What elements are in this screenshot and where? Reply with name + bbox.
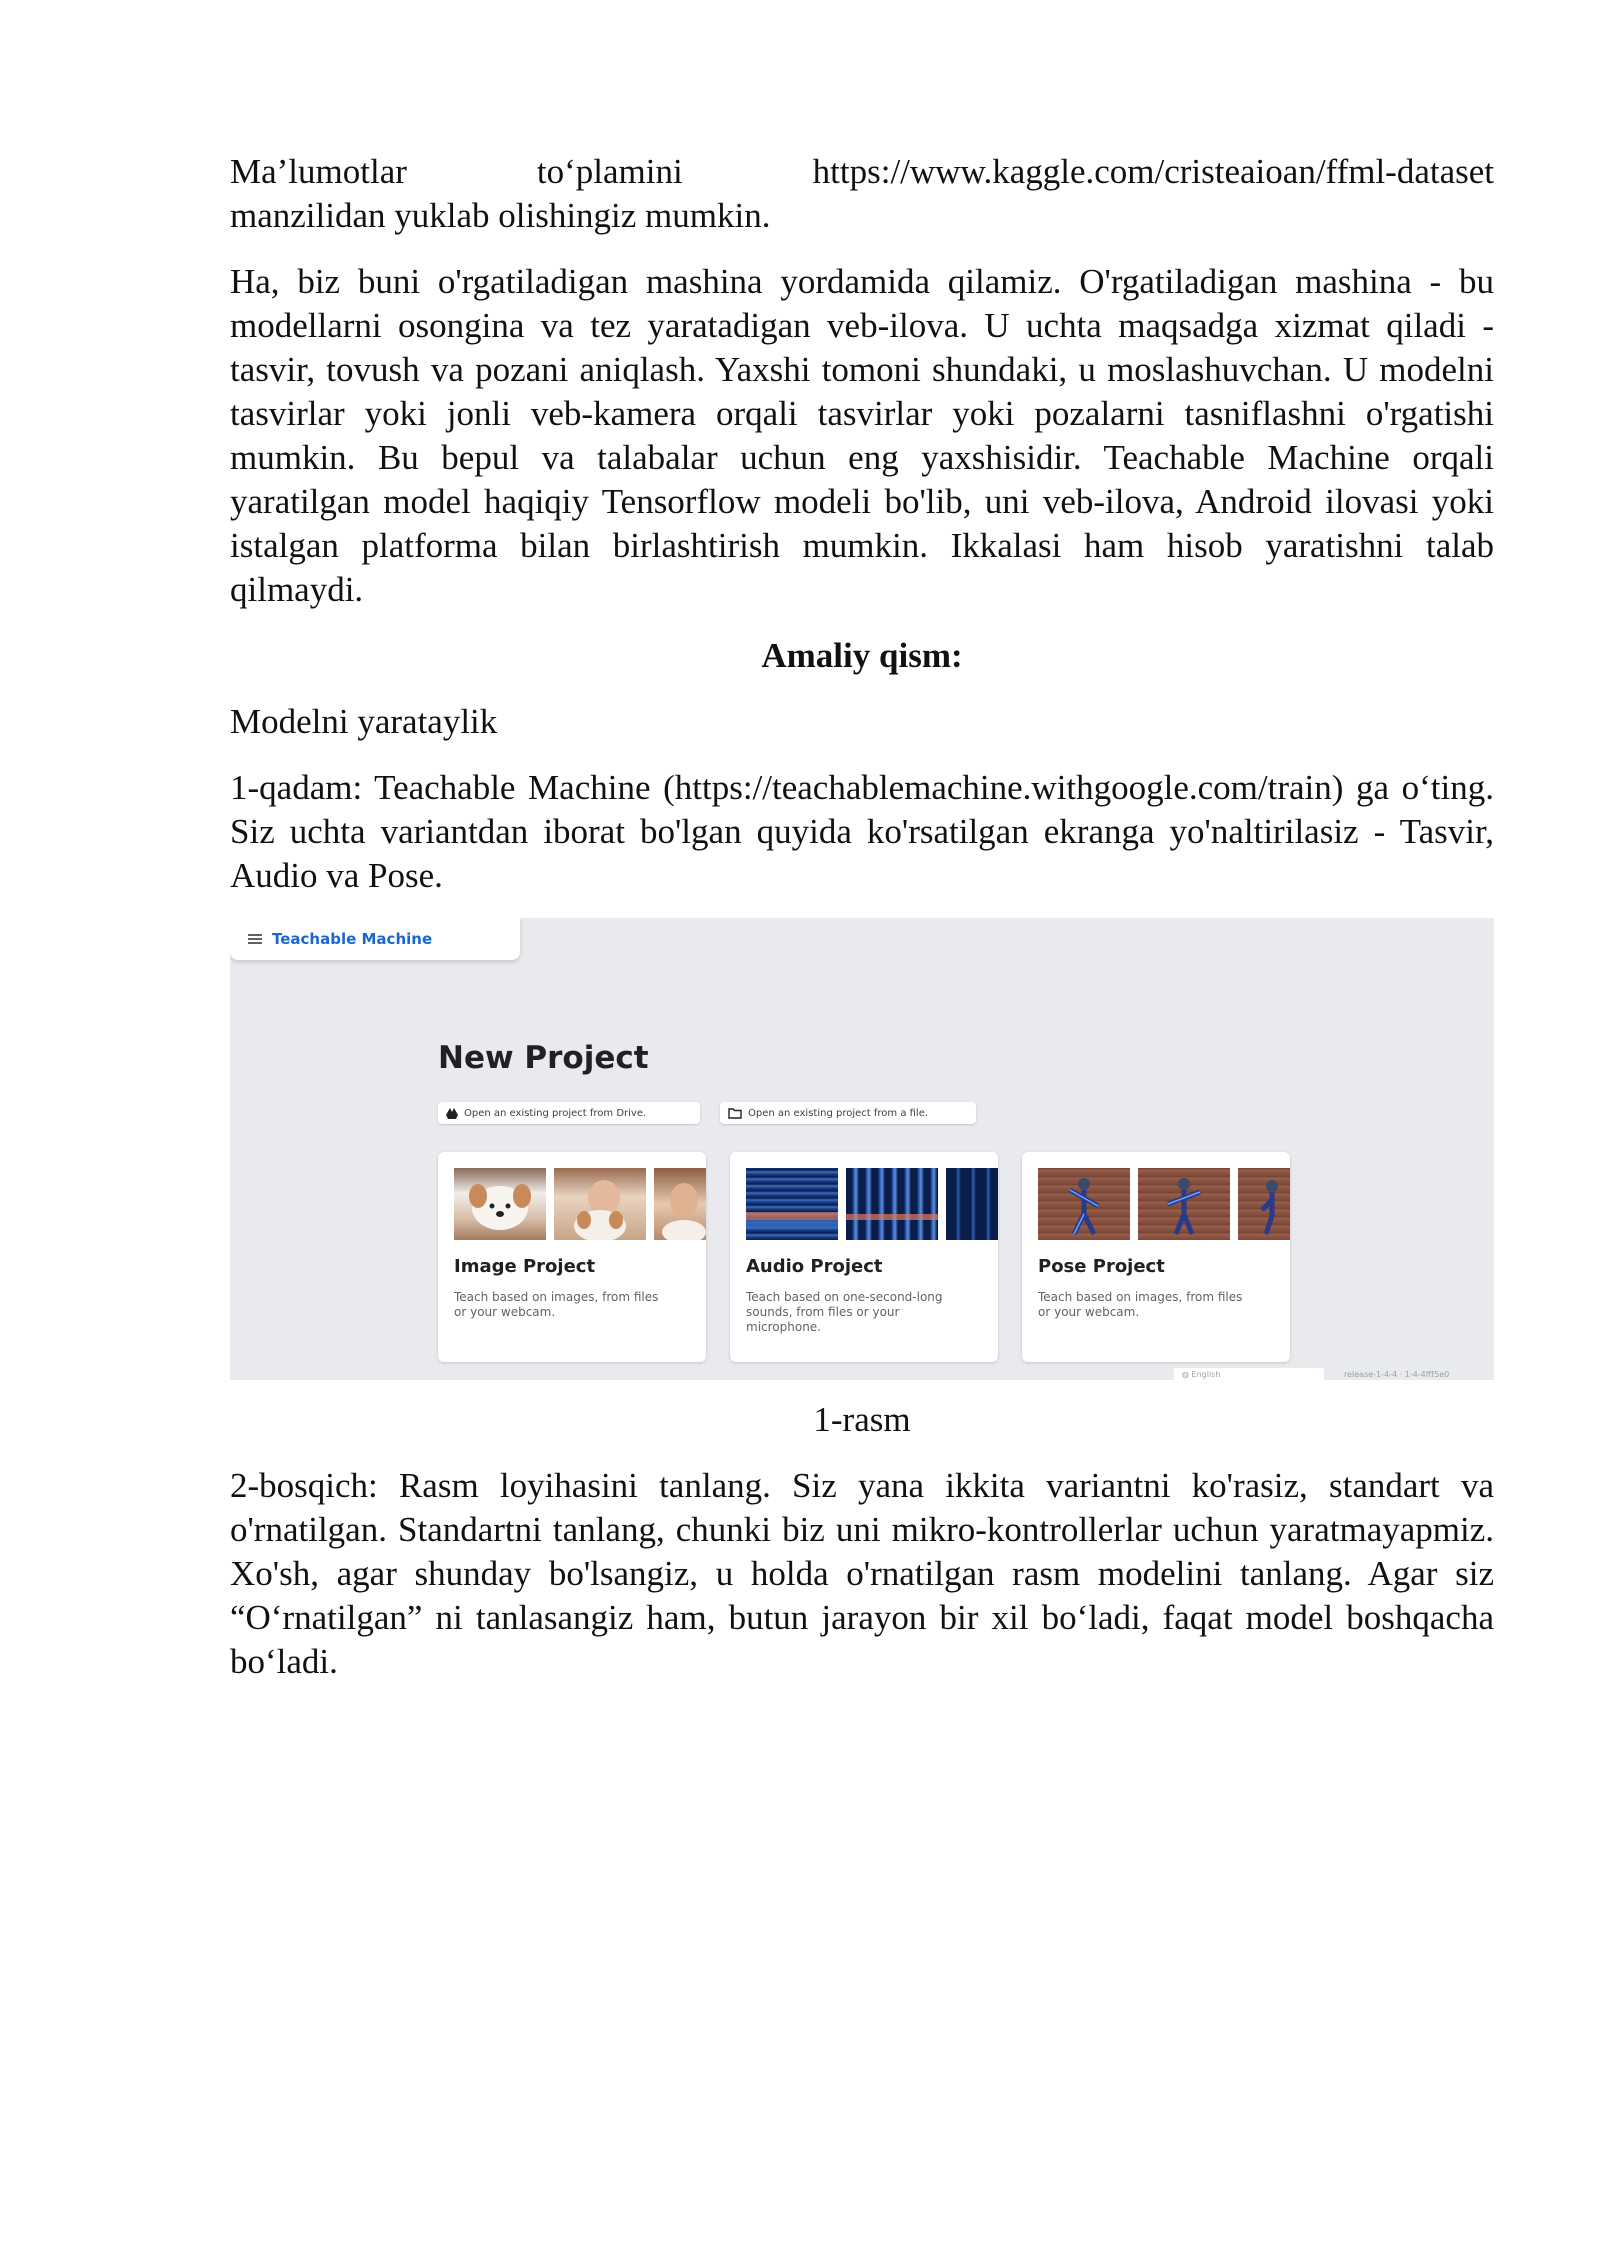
dataset-link[interactable]: https://www.kaggle.com/cristeaioan/ffml-dataset <box>812 152 1494 191</box>
open-from-file-label: Open an existing project from a file. <box>748 1107 929 1119</box>
version-label: release-1-4-4 · 1-4-4fff5e0 <box>1344 1370 1450 1379</box>
paragraph-1-line-1 <box>230 150 1494 194</box>
figure-screenshot <box>230 918 1494 1380</box>
app-header <box>230 918 520 960</box>
image-project-description: Teach based on images, from files or your webcam. <box>454 1290 659 1319</box>
image-project-card[interactable] <box>438 1152 706 1362</box>
audio-project-description: Teach based on one-second-long sounds, from files or your microphone. <box>746 1290 943 1334</box>
audio-project-title: Audio Project <box>746 1256 883 1277</box>
image-project-thumbnails <box>454 1168 706 1240</box>
paragraph-3: Modelni yarataylik <box>230 702 498 741</box>
folder-icon <box>728 1108 742 1119</box>
paragraph-5: 2-bosqich: Rasm loyihasini tanlang. Siz yana ikkita variantni ko'rasiz, standart va o'rnatilgan. Standartni tanlang, chunki biz uni mikro-kontrollerlar uchun yaratmayapmiz. Xo'sh, agar shunday bo'lsangiz, u holda o'rnatilgan rasm modelini tanlang. Agar siz “O‘rnatilgan” ni tanlasangiz ham, butun jarayon bir xil bo‘ladi, faqat model boshqacha bo‘ladi. <box>230 1466 1494 1681</box>
document-page <box>230 150 1494 1706</box>
person-with-plush-thumbnail <box>554 1168 646 1240</box>
pose-thumbnail-2 <box>1138 1168 1230 1240</box>
open-from-drive-button[interactable] <box>438 1102 700 1124</box>
pose-project-title: Pose Project <box>1038 1256 1165 1277</box>
section-heading: Amaliy qism: <box>761 636 963 675</box>
pose-thumbnail-3 <box>1238 1168 1290 1240</box>
audio-project-card[interactable] <box>730 1152 998 1362</box>
person-thumbnail <box>654 1168 706 1240</box>
language-label: English <box>1191 1370 1221 1379</box>
new-project-title: New Project <box>438 1040 649 1076</box>
language-selector[interactable] <box>1174 1368 1324 1380</box>
spectrogram-thumbnail-2 <box>846 1168 938 1240</box>
paragraph-2: Ha, biz buni o'rgatiladigan mashina yordamida qilamiz. O'rgatiladigan mashina - bu modellarni osongina va tez yaratadigan veb-ilova. U uchta maqsadga xizmat qiladi - tasvir, tovush va pozani aniqlash. Yaxshi tomoni shundaki, u moslashuvchan. U modelni tasvirlar yoki jonli veb-kamera orqali tasvirlar yoki pozalarni tasniflashni o'rgatishi mumkin. Bu bepul va talabalar uchun eng yaxshisidir. Teachable Machine orqali yaratilgan model haqiqiy Tensorflow modeli bo'lib, uni veb-ilova, Android ilovasi yoki istalgan platforma bilan birlashtirish mumkin. Ikkalasi ham hisob yaratishni talab qilmaydi. <box>230 262 1494 609</box>
open-from-file-button[interactable] <box>720 1102 976 1124</box>
paragraph-1-line-2: manzilidan yuklab olishingiz mumkin. <box>230 196 771 235</box>
audio-project-thumbnails <box>746 1168 998 1240</box>
paragraph-4: 1-qadam: Teachable Machine (https://teachablemachine.withgoogle.com/train) ga o‘ting. Siz uchta variantdan iborat bo'lgan quyida ko'rsatilgan ekranga yo'naltirilasiz - Tasvir, Audio va Pose. <box>230 768 1494 895</box>
pose-thumbnail-1 <box>1038 1168 1130 1240</box>
menu-icon[interactable] <box>248 934 262 944</box>
spectrogram-thumbnail-1 <box>746 1168 838 1240</box>
pose-project-card[interactable] <box>1022 1152 1290 1362</box>
open-from-drive-label: Open an existing project from Drive. <box>464 1107 647 1119</box>
app-name: Teachable Machine <box>272 930 433 948</box>
word-malumotlar: Ma’lumotlar <box>230 152 407 191</box>
plush-dog-thumbnail <box>454 1168 546 1240</box>
pose-project-description: Teach based on images, from files or your webcam. <box>1038 1290 1243 1319</box>
image-project-title: Image Project <box>454 1256 596 1277</box>
globe-icon: ◍ <box>1182 1370 1189 1379</box>
figure-caption: 1-rasm <box>813 1400 911 1439</box>
pose-project-thumbnails <box>1038 1168 1290 1240</box>
word-toplamini: to‘plamini <box>536 152 683 191</box>
drive-icon <box>446 1108 458 1119</box>
spectrogram-thumbnail-3 <box>946 1168 998 1240</box>
